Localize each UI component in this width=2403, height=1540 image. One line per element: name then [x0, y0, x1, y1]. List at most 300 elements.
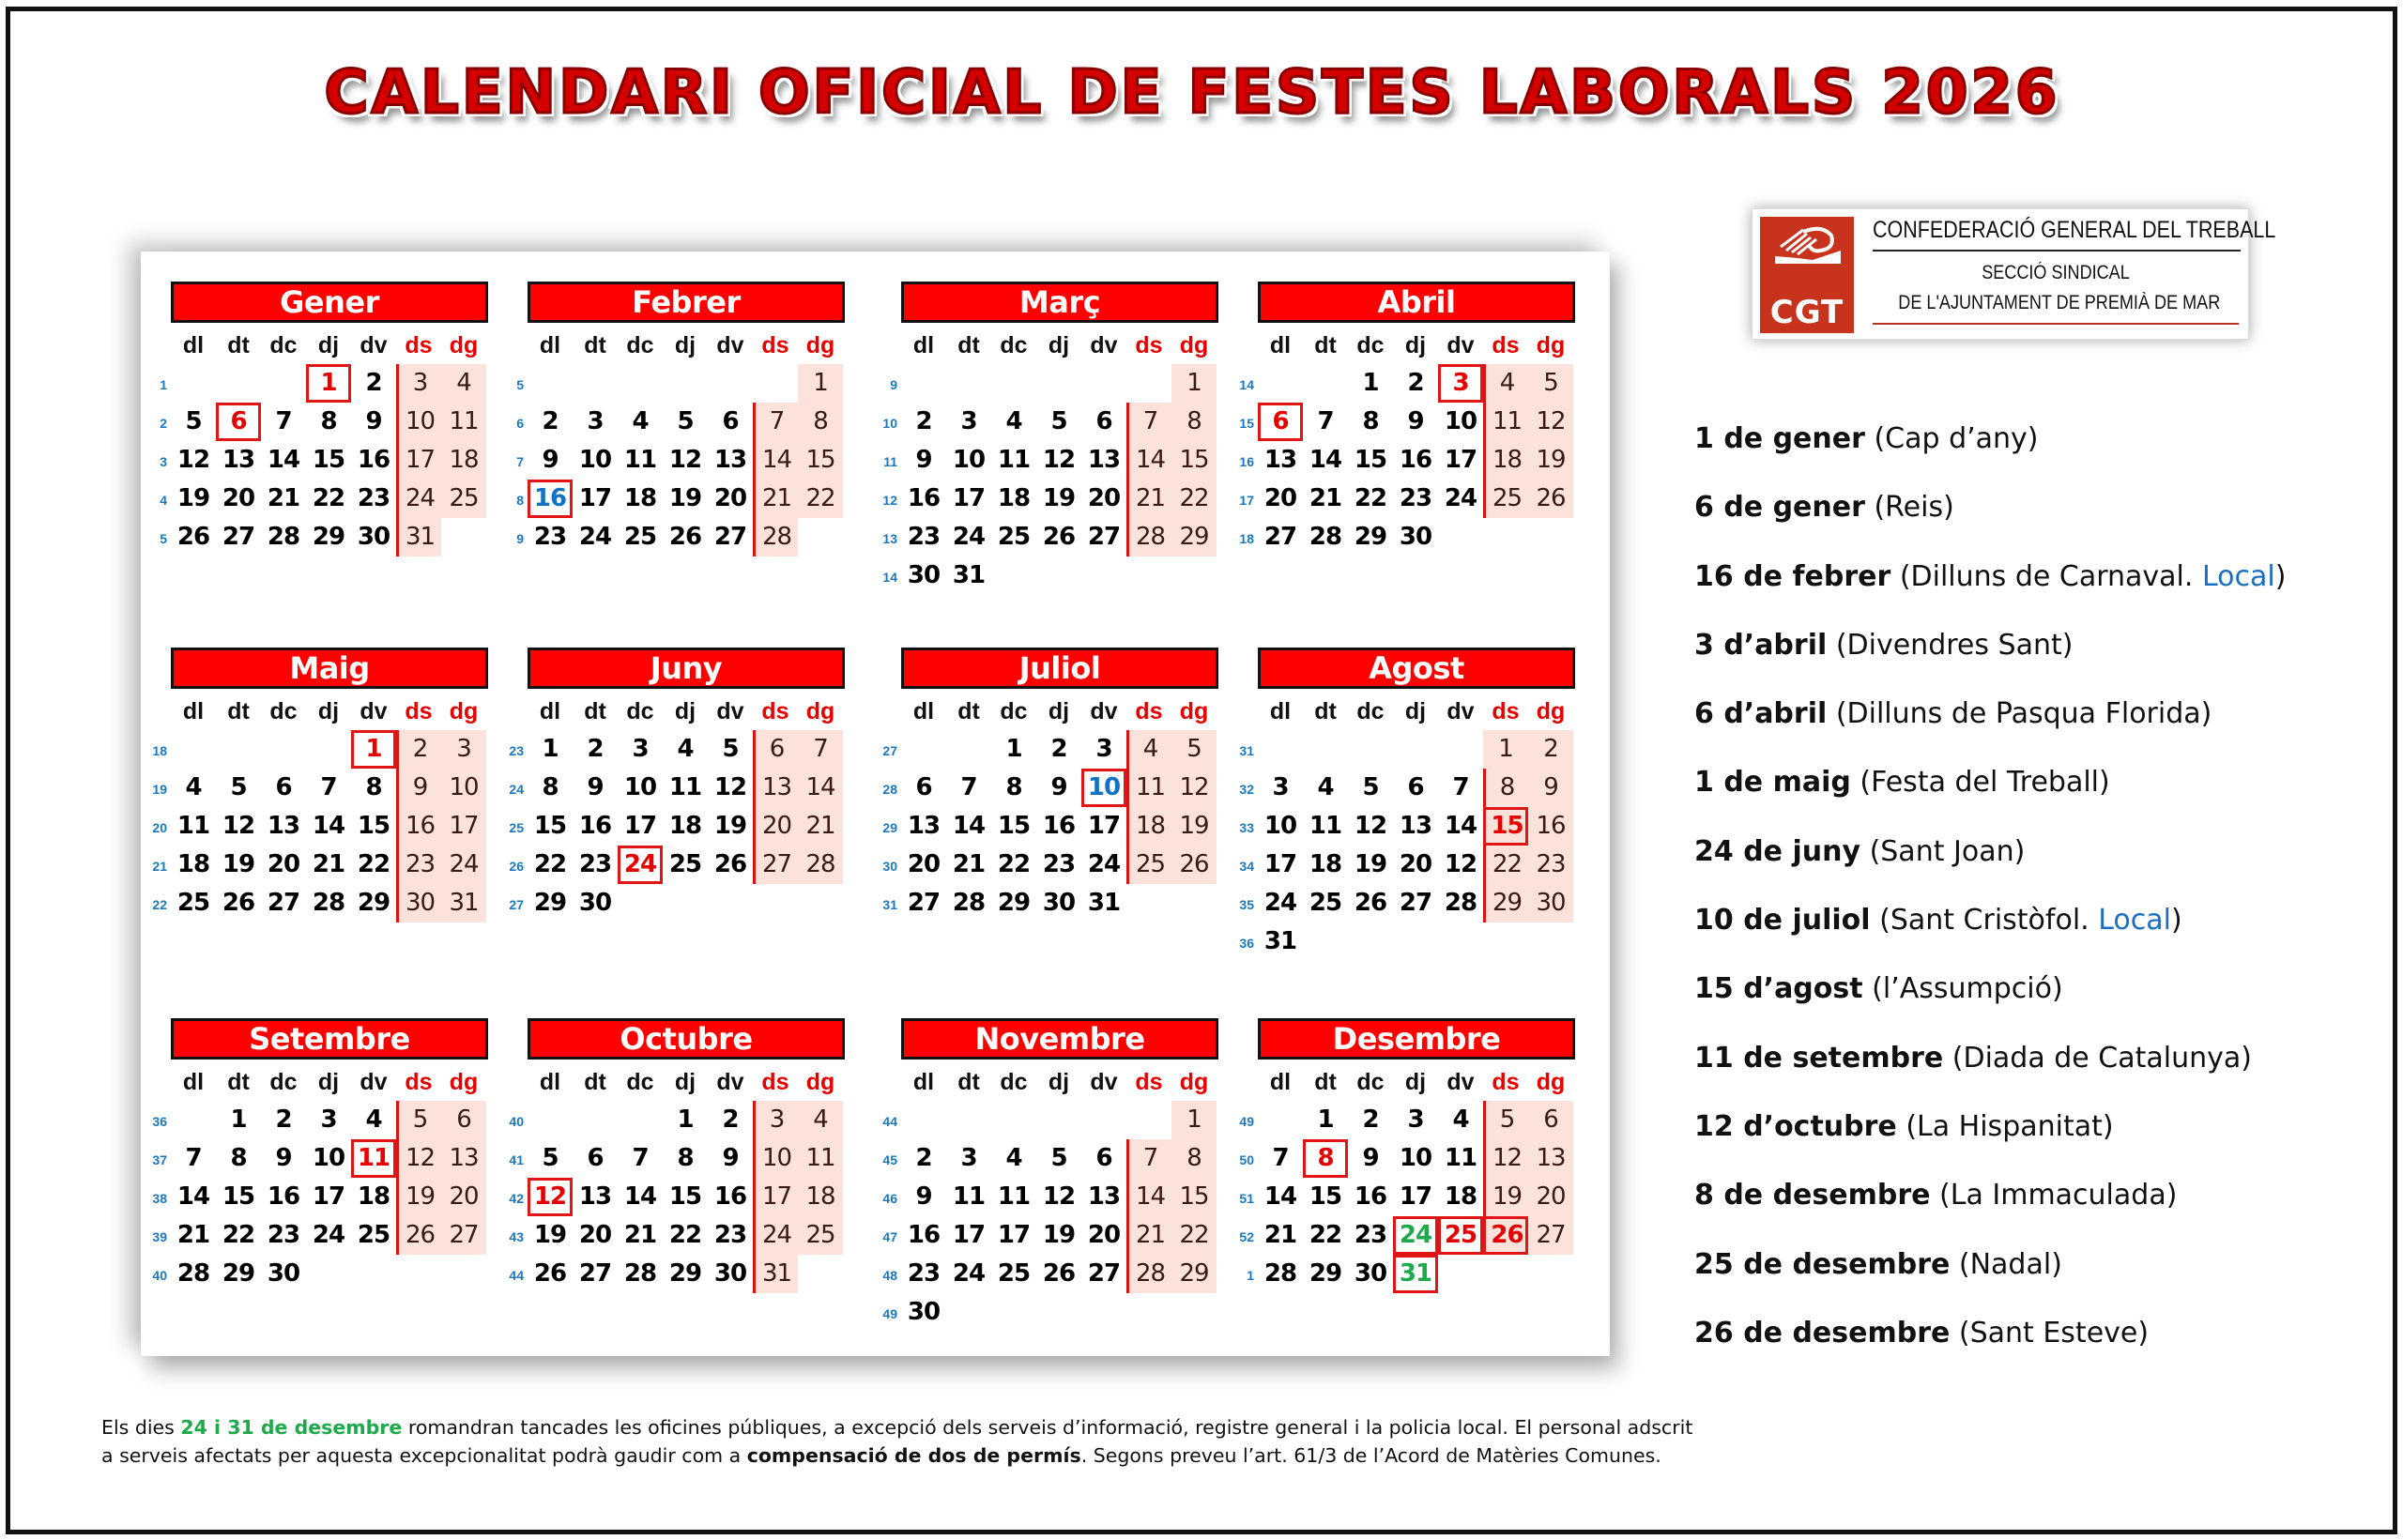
holiday-day-cell: 16: [528, 480, 573, 518]
week-number: 2: [160, 416, 167, 431]
day-cell: 4: [441, 364, 486, 403]
weekday-label: dj: [1404, 698, 1427, 724]
weekday-label: dt: [957, 1069, 980, 1095]
week-number: 11: [883, 454, 897, 469]
week-number: 31: [1239, 743, 1254, 758]
empty-cell: [1483, 1255, 1528, 1293]
day-cell: 16: [713, 1182, 747, 1211]
day-cell: 24: [1087, 850, 1121, 878]
day-cell: 4: [798, 1101, 843, 1139]
week-number: 17: [1239, 493, 1254, 508]
day-cell: 19: [1042, 484, 1076, 512]
empty-cell: [946, 1101, 991, 1139]
week-number: 20: [152, 820, 167, 835]
day-cell: 24: [1444, 484, 1477, 512]
weekday-label: dc: [1000, 698, 1028, 724]
week-row: [490, 1178, 847, 1216]
holiday-date: 26 de desembre: [1694, 1316, 1951, 1349]
empty-cell: [528, 364, 573, 403]
empty-cell: [1081, 1293, 1126, 1332]
empty-cell: [798, 884, 843, 922]
day-cell: 23: [1354, 1221, 1387, 1249]
day-cell: 31: [1087, 889, 1121, 917]
holiday-day-cell: 11: [351, 1139, 396, 1178]
day-cell: 4: [632, 407, 649, 435]
page-title: CALENDARI OFICIAL DE FESTES LABORALS 2026: [324, 58, 2060, 128]
empty-cell: [663, 364, 708, 403]
weekday-label: dg: [1179, 1069, 1209, 1095]
weekday-label: dt: [584, 332, 606, 358]
day-cell: 9: [396, 769, 441, 807]
day-cell: 6: [1095, 407, 1112, 435]
day-cell: 30: [357, 523, 390, 551]
day-cell: 3: [632, 735, 649, 763]
empty-cell: [901, 1101, 946, 1139]
empty-cell: [396, 1255, 441, 1293]
weekday-label: dv: [716, 332, 744, 358]
week-number: 36: [1239, 936, 1254, 951]
day-cell: 17: [997, 1221, 1031, 1249]
weekday-label: dc: [1356, 698, 1385, 724]
footnote-line-2: [101, 1441, 1791, 1470]
week-number: 4: [160, 493, 167, 508]
day-cell: 27: [222, 523, 255, 551]
day-cell: 5: [542, 1144, 559, 1172]
day-cell: 9: [915, 1182, 932, 1211]
week-row: [864, 1101, 1220, 1139]
day-cell: 27: [1263, 523, 1297, 551]
day-cell: 31: [441, 884, 486, 922]
weekday-header-row: [1258, 328, 1575, 362]
empty-cell: [216, 730, 261, 769]
weekday-label: dt: [1314, 1069, 1337, 1095]
day-cell: 27: [1528, 1216, 1573, 1255]
week-row: [1220, 1139, 1577, 1178]
day-cell: 11: [1309, 812, 1342, 840]
week-row: [133, 1255, 490, 1293]
day-cell: 23: [907, 1259, 941, 1288]
day-cell: 13: [578, 1182, 612, 1211]
empty-cell: [991, 1293, 1036, 1332]
empty-cell: [1393, 922, 1438, 961]
holiday-day-cell: 24: [1393, 1216, 1438, 1255]
week-number: 16: [1239, 454, 1254, 469]
day-cell: 31: [396, 518, 441, 557]
weekday-label: dc: [1356, 1069, 1385, 1095]
day-cell: 13: [1263, 446, 1297, 474]
month-header: Agost: [1258, 648, 1575, 689]
holiday-day-cell: 25: [1438, 1216, 1483, 1255]
week-number: 41: [509, 1152, 524, 1167]
weekday-label: ds: [1492, 332, 1520, 358]
weekday-label: dg: [805, 698, 835, 724]
weekday-label: dg: [449, 698, 479, 724]
week-row: [1220, 364, 1577, 403]
week-row: [133, 1178, 490, 1216]
day-cell: 3: [396, 364, 441, 403]
day-cell: 14: [623, 1182, 657, 1211]
holiday-name: (Dilluns de Carnaval.: [1899, 559, 2202, 593]
empty-cell: [1036, 1293, 1081, 1332]
day-cell: 28: [176, 1259, 210, 1288]
day-cell: 28: [798, 846, 843, 884]
local-holiday-tag: Local: [2098, 904, 2172, 938]
weekday-label: dj: [674, 332, 696, 358]
holiday-day-cell: 31: [1393, 1255, 1438, 1293]
day-cell: 30: [713, 1259, 747, 1288]
empty-cell: [946, 730, 991, 769]
cgt-logo: [1752, 208, 2276, 340]
week-row: [864, 1139, 1220, 1178]
month-novembre: [864, 1018, 1220, 1375]
day-cell: 7: [798, 730, 843, 769]
empty-cell: [528, 1101, 573, 1139]
holiday-item: [1694, 627, 2286, 695]
holiday-name: (La Hispanitat): [1906, 1109, 2114, 1143]
weekday-label: dl: [912, 332, 935, 358]
day-cell: 10: [396, 403, 441, 441]
day-cell: 9: [1528, 769, 1573, 807]
holiday-item: [1694, 1177, 2286, 1245]
day-cell: 3: [320, 1105, 337, 1134]
week-row: [490, 518, 847, 557]
day-cell: 18: [623, 484, 657, 512]
day-cell: 29: [997, 889, 1031, 917]
day-cell: 3: [960, 1144, 977, 1172]
week-row: [490, 884, 847, 922]
month-header: Gener: [171, 282, 488, 323]
week-row: [1220, 1216, 1577, 1255]
cgt-logo-mark: [1760, 217, 1854, 333]
footnote-text: Els dies: [101, 1416, 181, 1439]
day-cell: 7: [1272, 1144, 1289, 1172]
weekday-label: ds: [1135, 1069, 1163, 1095]
day-cell: 21: [623, 1221, 657, 1249]
day-cell: 15: [1171, 441, 1217, 480]
day-cell: 26: [222, 889, 255, 917]
week-number: 51: [1239, 1191, 1254, 1206]
month-header: Febrer: [528, 282, 845, 323]
empty-cell: [171, 1101, 216, 1139]
week-number: 1: [160, 377, 167, 392]
empty-cell: [306, 1255, 351, 1293]
day-cell: 22: [312, 484, 345, 512]
day-cell: 5: [1483, 1101, 1528, 1139]
week-number: 31: [882, 897, 897, 912]
day-cell: 8: [1171, 1139, 1217, 1178]
weekday-header-row: [528, 694, 845, 728]
day-cell: 7: [1317, 407, 1334, 435]
holiday-name: (La Immaculada): [1939, 1179, 2178, 1212]
weekday-label: dt: [957, 698, 980, 724]
week-row: [1220, 1178, 1577, 1216]
week-row: [133, 730, 490, 769]
day-cell: 1: [1483, 730, 1528, 769]
empty-cell: [901, 364, 946, 403]
day-cell: 7: [320, 773, 337, 801]
weekday-label: dl: [1269, 698, 1292, 724]
day-cell: 2: [915, 407, 932, 435]
week-number: 25: [509, 820, 524, 835]
day-cell: 28: [1126, 518, 1171, 557]
day-cell: 2: [396, 730, 441, 769]
day-cell: 22: [222, 1221, 255, 1249]
day-cell: 15: [222, 1182, 255, 1211]
empty-cell: [991, 1101, 1036, 1139]
day-cell: 30: [396, 884, 441, 922]
day-cell: 29: [1171, 1255, 1217, 1293]
weekday-label: ds: [1135, 332, 1163, 358]
empty-cell: [1303, 364, 1348, 403]
week-number: 38: [152, 1191, 167, 1206]
empty-cell: [991, 364, 1036, 403]
day-cell: 4: [1317, 773, 1334, 801]
weekday-label: ds: [761, 1069, 789, 1095]
week-row: [133, 807, 490, 846]
day-cell: 14: [267, 446, 300, 474]
week-number: 48: [882, 1268, 897, 1283]
week-row: [490, 441, 847, 480]
week-number: 19: [152, 782, 167, 797]
week-row: [1220, 480, 1577, 518]
week-number: 28: [882, 782, 897, 797]
empty-cell: [753, 364, 798, 403]
holiday-item: [1694, 420, 2286, 489]
day-cell: 3: [753, 1101, 798, 1139]
empty-cell: [1081, 364, 1126, 403]
day-cell: 21: [798, 807, 843, 846]
day-cell: 15: [1354, 446, 1387, 474]
day-cell: 13: [1399, 812, 1432, 840]
week-row: [864, 557, 1220, 595]
day-cell: 24: [1263, 889, 1297, 917]
week-row: [1220, 769, 1577, 807]
day-cell: 1: [1171, 1101, 1217, 1139]
empty-cell: [171, 730, 216, 769]
holiday-date: 16 de febrer: [1694, 559, 1891, 593]
day-cell: 13: [713, 446, 747, 474]
week-rows: [1220, 1101, 1577, 1293]
day-cell: 26: [176, 523, 210, 551]
weekday-label: dc: [269, 1069, 298, 1095]
empty-cell: [1171, 1293, 1217, 1332]
month-header: Desembre: [1258, 1018, 1575, 1060]
empty-cell: [618, 364, 663, 403]
month-abril: [1220, 282, 1577, 638]
month-setembre: [133, 1018, 490, 1375]
week-number: 18: [1239, 531, 1254, 546]
weekday-label: ds: [405, 1069, 433, 1095]
week-number: 13: [882, 531, 897, 546]
day-cell: 1: [1362, 369, 1379, 397]
week-row: [133, 518, 490, 557]
day-cell: 4: [1126, 730, 1171, 769]
day-cell: 28: [1444, 889, 1477, 917]
day-cell: 6: [1528, 1101, 1573, 1139]
day-cell: 24: [396, 480, 441, 518]
week-number: 47: [882, 1229, 897, 1244]
week-row: [133, 480, 490, 518]
week-row: [864, 846, 1220, 884]
day-cell: 18: [357, 1182, 390, 1211]
week-rows: [133, 730, 490, 922]
week-rows: [133, 1101, 490, 1293]
day-cell: 25: [441, 480, 486, 518]
holiday-item: [1694, 695, 2286, 764]
day-cell: 30: [578, 889, 612, 917]
day-cell: 20: [713, 484, 747, 512]
day-cell: 11: [997, 446, 1031, 474]
day-cell: 3: [441, 730, 486, 769]
week-row: [133, 1216, 490, 1255]
empty-cell: [1036, 1101, 1081, 1139]
day-cell: 7: [1126, 403, 1171, 441]
empty-cell: [1036, 557, 1081, 595]
day-cell: 9: [915, 446, 932, 474]
week-number: 34: [1239, 859, 1254, 874]
weekday-label: ds: [1135, 698, 1163, 724]
weekday-label: dg: [805, 1069, 835, 1095]
week-row: [490, 846, 847, 884]
week-rows: [490, 1101, 847, 1293]
day-cell: 14: [312, 812, 345, 840]
weekday-label: dg: [1179, 698, 1209, 724]
empty-cell: [171, 364, 216, 403]
day-cell: 14: [798, 769, 843, 807]
month-header: Setembre: [171, 1018, 488, 1060]
empty-cell: [618, 884, 663, 922]
week-row: [133, 846, 490, 884]
weekday-label: dj: [1404, 1069, 1427, 1095]
empty-cell: [1036, 364, 1081, 403]
weekday-label: dj: [1048, 1069, 1070, 1095]
month-header: Març: [901, 282, 1218, 323]
day-cell: 18: [1126, 807, 1171, 846]
day-cell: 12: [1483, 1139, 1528, 1178]
day-cell: 20: [441, 1178, 486, 1216]
holiday-name: (Sant Cristòfol.: [1879, 904, 2099, 938]
day-cell: 2: [1528, 730, 1573, 769]
footnote-text: romandran tancades les oficines públiques, a excepció dels serveis d’informació, registre general i la policia local. El personal adscrit: [402, 1416, 1693, 1439]
day-cell: 20: [753, 807, 798, 846]
week-number: 1: [1247, 1268, 1254, 1283]
day-cell: 21: [952, 850, 986, 878]
day-cell: 25: [176, 889, 210, 917]
day-cell: 14: [753, 441, 798, 480]
cgt-fist-icon: [1775, 222, 1841, 264]
holiday-name: (Cap d’any): [1874, 422, 2039, 455]
weekday-label: dv: [1090, 332, 1118, 358]
weekday-label: dl: [182, 698, 205, 724]
week-row: [864, 769, 1220, 807]
weekday-header-row: [901, 1065, 1218, 1099]
day-cell: 10: [623, 773, 657, 801]
weekday-label: dv: [1446, 1069, 1475, 1095]
day-cell: 13: [1528, 1139, 1573, 1178]
holiday-date: 6 d’abril: [1694, 697, 1828, 731]
weekday-label: dj: [317, 698, 340, 724]
week-number: 14: [882, 570, 897, 585]
weekday-label: dg: [449, 1069, 479, 1095]
day-cell: 29: [312, 523, 345, 551]
week-rows: [1220, 364, 1577, 557]
day-cell: 17: [1444, 446, 1477, 474]
empty-cell: [1126, 884, 1171, 922]
day-cell: 6: [915, 773, 932, 801]
day-cell: 20: [222, 484, 255, 512]
weekday-label: dl: [182, 332, 205, 358]
day-cell: 9: [587, 773, 604, 801]
week-rows: [490, 364, 847, 557]
weekday-header-row: [528, 328, 845, 362]
week-number: 6: [516, 416, 524, 431]
empty-cell: [216, 364, 261, 403]
day-cell: 8: [1005, 773, 1022, 801]
day-cell: 6: [753, 730, 798, 769]
day-cell: 22: [1171, 1216, 1217, 1255]
week-row: [1220, 518, 1577, 557]
empty-cell: [1171, 557, 1217, 595]
day-cell: 1: [230, 1105, 247, 1134]
day-cell: 23: [396, 846, 441, 884]
day-cell: 11: [441, 403, 486, 441]
day-cell: 1: [798, 364, 843, 403]
week-row: [1220, 846, 1577, 884]
weekday-label: dv: [360, 332, 388, 358]
day-cell: 26: [668, 523, 702, 551]
day-cell: 13: [222, 446, 255, 474]
holiday-name: (Sant Joan): [1869, 834, 2026, 868]
week-row: [1220, 884, 1577, 922]
day-cell: 13: [907, 812, 941, 840]
day-cell: 30: [1399, 523, 1432, 551]
empty-cell: [1393, 730, 1438, 769]
week-number: 14: [1239, 377, 1254, 392]
weekday-label: dj: [674, 698, 696, 724]
day-cell: 4: [185, 773, 202, 801]
day-cell: 26: [1042, 1259, 1076, 1288]
day-cell: 15: [997, 812, 1031, 840]
holiday-item: [1694, 1246, 2286, 1315]
day-cell: 25: [1309, 889, 1342, 917]
empty-cell: [1438, 1255, 1483, 1293]
day-cell: 11: [1126, 769, 1171, 807]
week-row: [133, 403, 490, 441]
day-cell: 10: [1444, 407, 1477, 435]
week-number: 39: [152, 1229, 167, 1244]
day-cell: 27: [1399, 889, 1432, 917]
day-cell: 12: [1171, 769, 1217, 807]
month-header: Novembre: [901, 1018, 1218, 1060]
month-gener: [133, 282, 490, 638]
day-cell: 20: [578, 1221, 612, 1249]
day-cell: 18: [176, 850, 210, 878]
week-row: [490, 1216, 847, 1255]
week-row: [864, 364, 1220, 403]
month-header: Octubre: [528, 1018, 845, 1060]
weekday-label: dg: [1179, 332, 1209, 358]
holiday-name: (Divendres Sant): [1835, 628, 2074, 662]
weekday-label: dc: [1000, 332, 1028, 358]
empty-cell: [1126, 1293, 1171, 1332]
day-cell: 7: [275, 407, 292, 435]
month-març: [864, 282, 1220, 638]
weekday-label: dg: [1536, 1069, 1566, 1095]
week-number: 27: [509, 897, 524, 912]
empty-cell: [1528, 922, 1573, 961]
holiday-day-cell: 6: [216, 403, 261, 441]
week-number: 33: [1239, 820, 1254, 835]
